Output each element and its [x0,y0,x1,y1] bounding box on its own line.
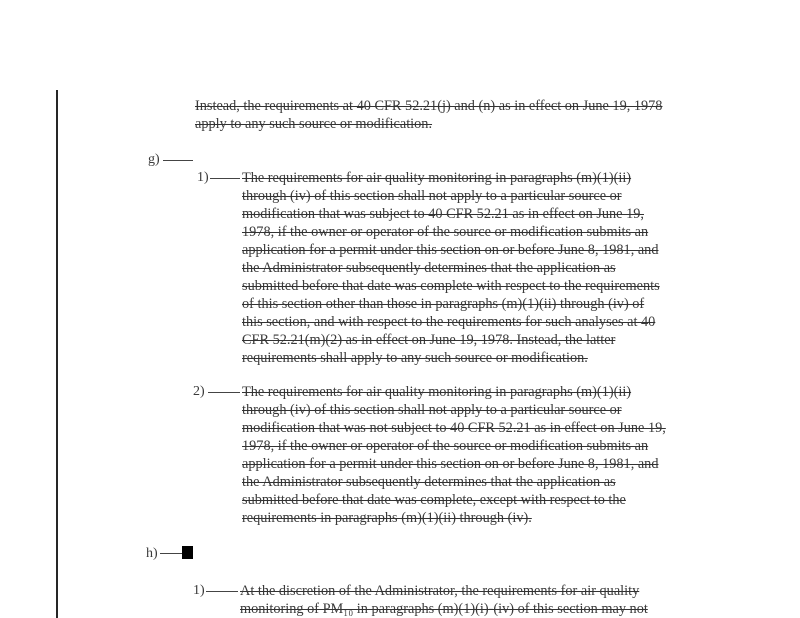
item-g2-line: requirements in paragraphs (m)(1)(ii) through (iv). [242,510,532,526]
item-g1-line: of this section other than those in paragraphs (m)(1)(ii) through (iv) of [242,296,645,312]
section-h-leader-line [160,553,182,554]
intro-line: apply to any such source or modification. [195,116,433,132]
item-g1-line: CFR 52.21(m)(2) as in effect on June 19, 1978. Instead, the latter [242,332,616,348]
item-g1-number: 1) [197,170,209,185]
item-h1-line: At the discretion of the Administrator, the requirements for air quality [240,583,640,599]
item-g2-line: the Administrator subsequently determines that the application as [242,474,616,490]
item-g1-line: through (iv) of this section shall not apply to a particular source or [242,188,622,204]
item-h1-number: 1) [193,583,205,598]
section-g-label: g) [148,152,160,167]
item-g2-line: modification that was not subject to 40 CFR 52.21 as in effect on June 19, [242,420,666,436]
item-g2-line: submitted before that date was complete, except with respect to the [242,492,626,508]
item-g2-line: application for a permit under this section on or before June 8, 1981, and [242,456,659,472]
item-g1-line: submitted before that date was complete with respect to the requirements [242,278,660,294]
item-g2-leader-line [208,392,240,393]
item-g2-line: The requirements for air quality monitoring in paragraphs (m)(1)(ii) [242,384,632,400]
item-g1-line: the Administrator subsequently determines that the application as [242,260,616,276]
section-g-leader-line [163,160,193,161]
section-h-label: h) [146,546,158,561]
redaction-mark [182,546,193,559]
item-g1-line: requirements shall apply to any such source or modification. [242,350,588,366]
item-g1-leader-line [210,178,240,179]
intro-line: Instead, the requirements at 40 CFR 52.21(j) and (n) as in effect on June 19, 1978 [195,98,663,114]
item-h1-line: monitoring of PM₁₀ in paragraphs (m)(1)(i)-(iv) of this section may not [240,601,648,617]
item-g1-line: this section, and with respect to the requirements for such analyses at 40 [242,314,656,330]
revision-margin-bar [56,90,58,618]
item-g1-line: modification that was subject to 40 CFR 52.21 as in effect on June 19, [242,206,644,222]
item-g1-line: The requirements for air quality monitoring in paragraphs (m)(1)(ii) [242,170,632,186]
item-h1-leader-line [206,591,238,592]
item-g2-line: through (iv) of this section shall not apply to a particular source or [242,402,622,418]
item-g1-line: 1978, if the owner or operator of the source or modification submits an [242,224,649,240]
item-g2-line: 1978, if the owner or operator of the source or modification submits an [242,438,649,454]
item-g1-line: application for a permit under this section on or before June 8, 1981, and [242,242,659,258]
item-g2-number: 2) [193,384,205,399]
